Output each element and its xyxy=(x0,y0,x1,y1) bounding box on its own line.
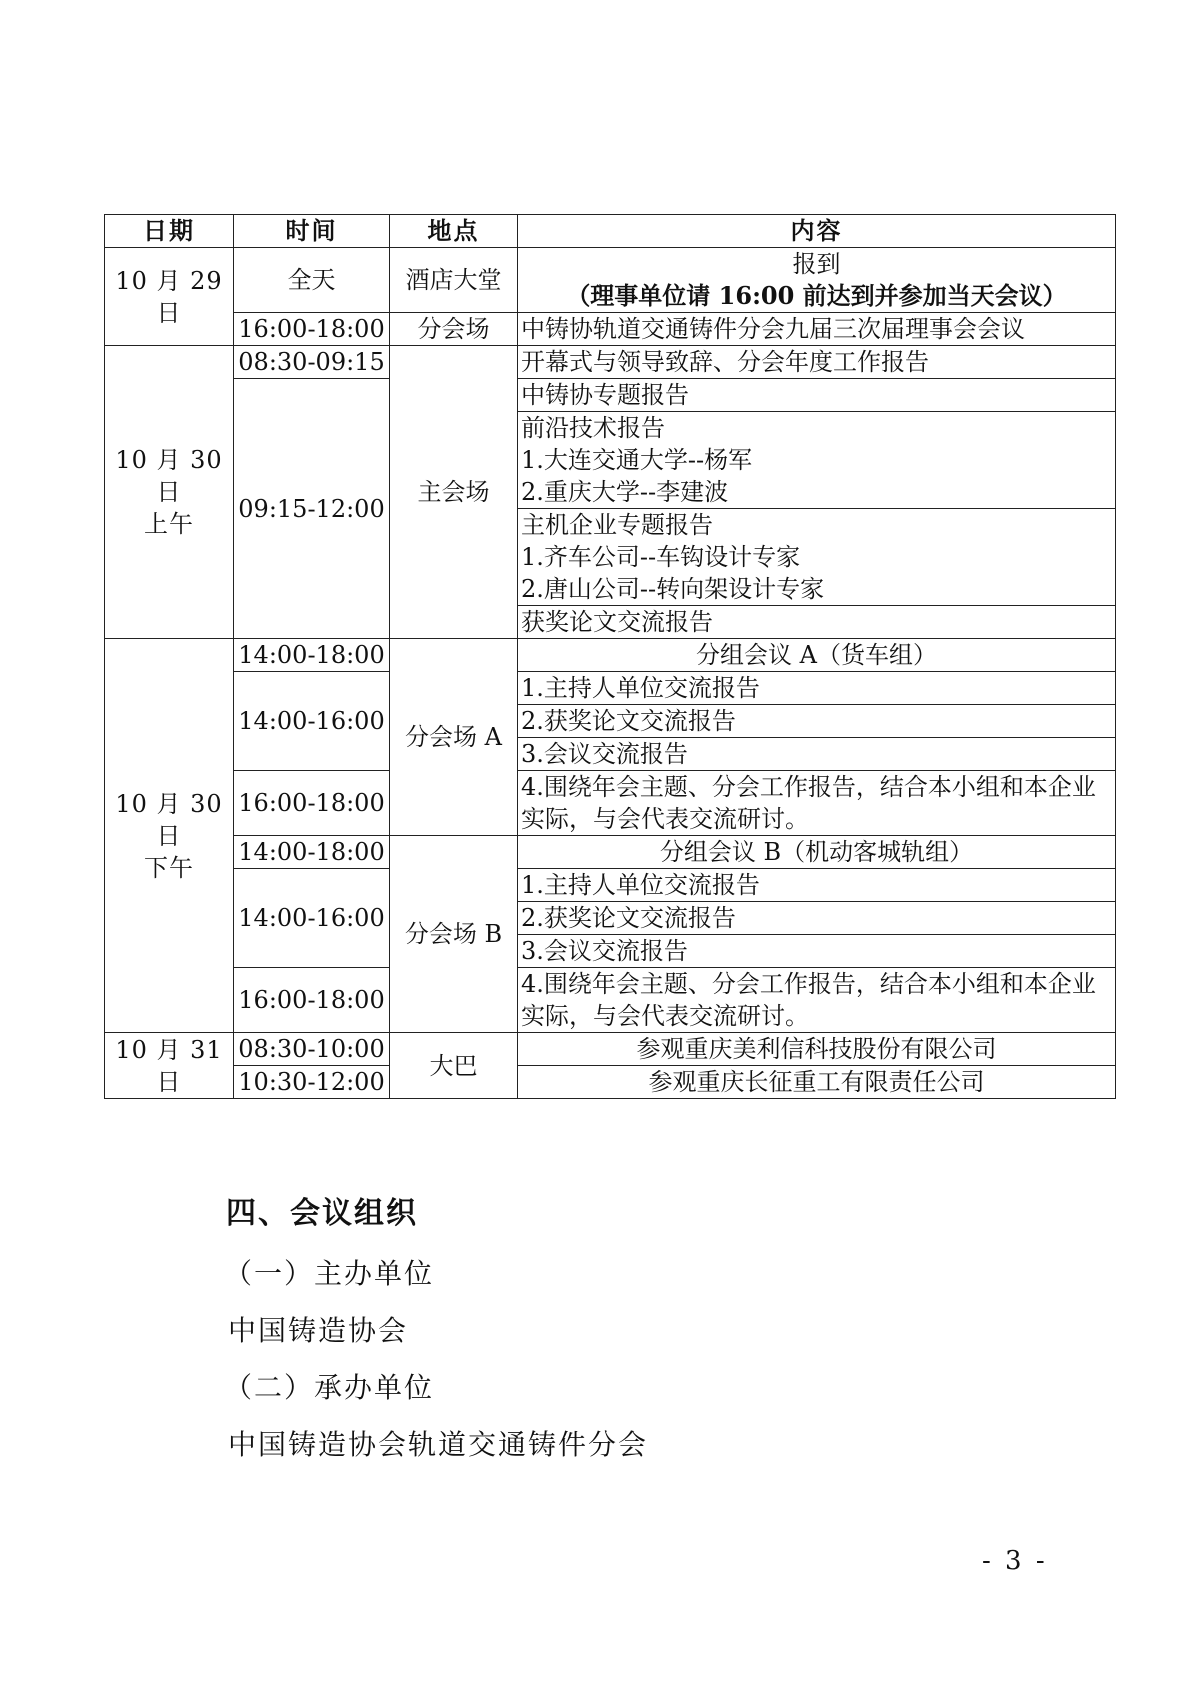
time-cell: 14:00-16:00 xyxy=(234,672,390,771)
time-cell: 10:30-12:00 xyxy=(234,1066,390,1099)
place-cell: 分会场 B xyxy=(390,836,518,1033)
content-line: 1.大连交通大学--杨军 xyxy=(521,446,753,474)
place-cell: 大巴 xyxy=(390,1033,518,1099)
content-cell: 4.围绕年会主题、分会工作报告，结合本小组和本企业实际，与会代表交流研讨。 xyxy=(518,771,1116,836)
content-cell: 1.主持人单位交流报告 xyxy=(518,869,1116,902)
content-line: 前沿技术报告 xyxy=(521,414,665,442)
place-cell: 酒店大堂 xyxy=(390,248,518,313)
table-row xyxy=(105,313,1116,346)
time-cell: 14:00-18:00 xyxy=(234,639,390,672)
table-row xyxy=(105,672,1116,705)
schedule-table xyxy=(104,214,1116,1099)
host-label: （二）承办单位 xyxy=(224,1371,435,1404)
content-cell: 2.获奖论文交流报告 xyxy=(518,902,1116,935)
content-title: 报到 xyxy=(792,250,841,278)
content-cell: 4.围绕年会主题、分会工作报告，结合本小组和本企业实际，与会代表交流研讨。 xyxy=(518,968,1116,1033)
table-row xyxy=(105,836,1116,869)
content-cell: 获奖论文交流报告 xyxy=(518,606,1116,639)
time-cell: 08:30-09:15 xyxy=(234,346,390,379)
group-title: 分组会议 B（机动客城轨组） xyxy=(518,836,1116,869)
time-cell: 09:15-12:00 xyxy=(234,379,390,639)
table-row xyxy=(105,639,1116,672)
time-cell: 08:30-10:00 xyxy=(234,1033,390,1066)
table-row xyxy=(105,346,1116,379)
place-cell: 分会场 xyxy=(390,313,518,346)
table-row xyxy=(105,869,1116,902)
date-line: 10 月 30 日 xyxy=(115,789,223,850)
content-cell: 参观重庆长征重工有限责任公司 xyxy=(518,1066,1116,1099)
time-cell: 14:00-16:00 xyxy=(234,869,390,968)
content-note: （理事单位请 16:00 前达到并参加当天会议） xyxy=(566,281,1067,310)
header-time: 时间 xyxy=(234,215,390,248)
date-cell: 10 月 31 日 xyxy=(105,1033,234,1099)
content-cell: 1.主持人单位交流报告 xyxy=(518,672,1116,705)
header-place: 地点 xyxy=(390,215,518,248)
date-cell: 10 月 29 日 xyxy=(105,248,234,346)
place-cell: 分会场 A xyxy=(390,639,518,836)
content-cell: 开幕式与领导致辞、分会年度工作报告 xyxy=(518,346,1116,379)
content-line: 2.重庆大学--李建波 xyxy=(521,478,729,506)
organizer-name: 中国铸造协会 xyxy=(228,1314,409,1347)
table-row xyxy=(105,1066,1116,1099)
content-cell: 中铸协专题报告 xyxy=(518,379,1116,412)
content-cell xyxy=(518,248,1116,313)
table-row xyxy=(105,771,1116,836)
table-row xyxy=(105,379,1116,412)
table-row xyxy=(105,1033,1116,1066)
content-line: 2.唐山公司--转向架设计专家 xyxy=(521,575,825,603)
time-cell: 16:00-18:00 xyxy=(234,313,390,346)
content-cell: 参观重庆美利信科技股份有限公司 xyxy=(518,1033,1116,1066)
content-cell: 3.会议交流报告 xyxy=(518,935,1116,968)
page-number: - 3 - xyxy=(982,1546,1048,1576)
time-cell: 全天 xyxy=(234,248,390,313)
date-period: 上午 xyxy=(144,510,194,538)
time-cell: 14:00-18:00 xyxy=(234,836,390,869)
table-row xyxy=(105,968,1116,1033)
content-cell: 3.会议交流报告 xyxy=(518,738,1116,771)
group-title: 分组会议 A（货车组） xyxy=(518,639,1116,672)
header-content: 内容 xyxy=(518,215,1116,248)
content-cell xyxy=(518,412,1116,509)
content-cell: 中铸协轨道交通铸件分会九届三次届理事会会议 xyxy=(518,313,1116,346)
host-name: 中国铸造协会轨道交通铸件分会 xyxy=(228,1428,649,1461)
table-header-row xyxy=(105,215,1116,248)
date-cell xyxy=(105,346,234,639)
content-line: 主机企业专题报告 xyxy=(521,511,713,539)
date-cell xyxy=(105,639,234,1033)
content-line: 1.齐车公司--车钩设计专家 xyxy=(521,543,801,571)
time-cell: 16:00-18:00 xyxy=(234,771,390,836)
time-cell: 16:00-18:00 xyxy=(234,968,390,1033)
date-line: 10 月 30 日 xyxy=(115,446,223,506)
content-cell xyxy=(518,509,1116,606)
header-date: 日期 xyxy=(105,215,234,248)
section-heading: 四、会议组织 xyxy=(226,1196,418,1231)
content-cell: 2.获奖论文交流报告 xyxy=(518,705,1116,738)
place-cell: 主会场 xyxy=(390,346,518,639)
table-row xyxy=(105,248,1116,313)
organizer-label: （一）主办单位 xyxy=(224,1257,435,1290)
date-period: 下午 xyxy=(144,853,194,882)
